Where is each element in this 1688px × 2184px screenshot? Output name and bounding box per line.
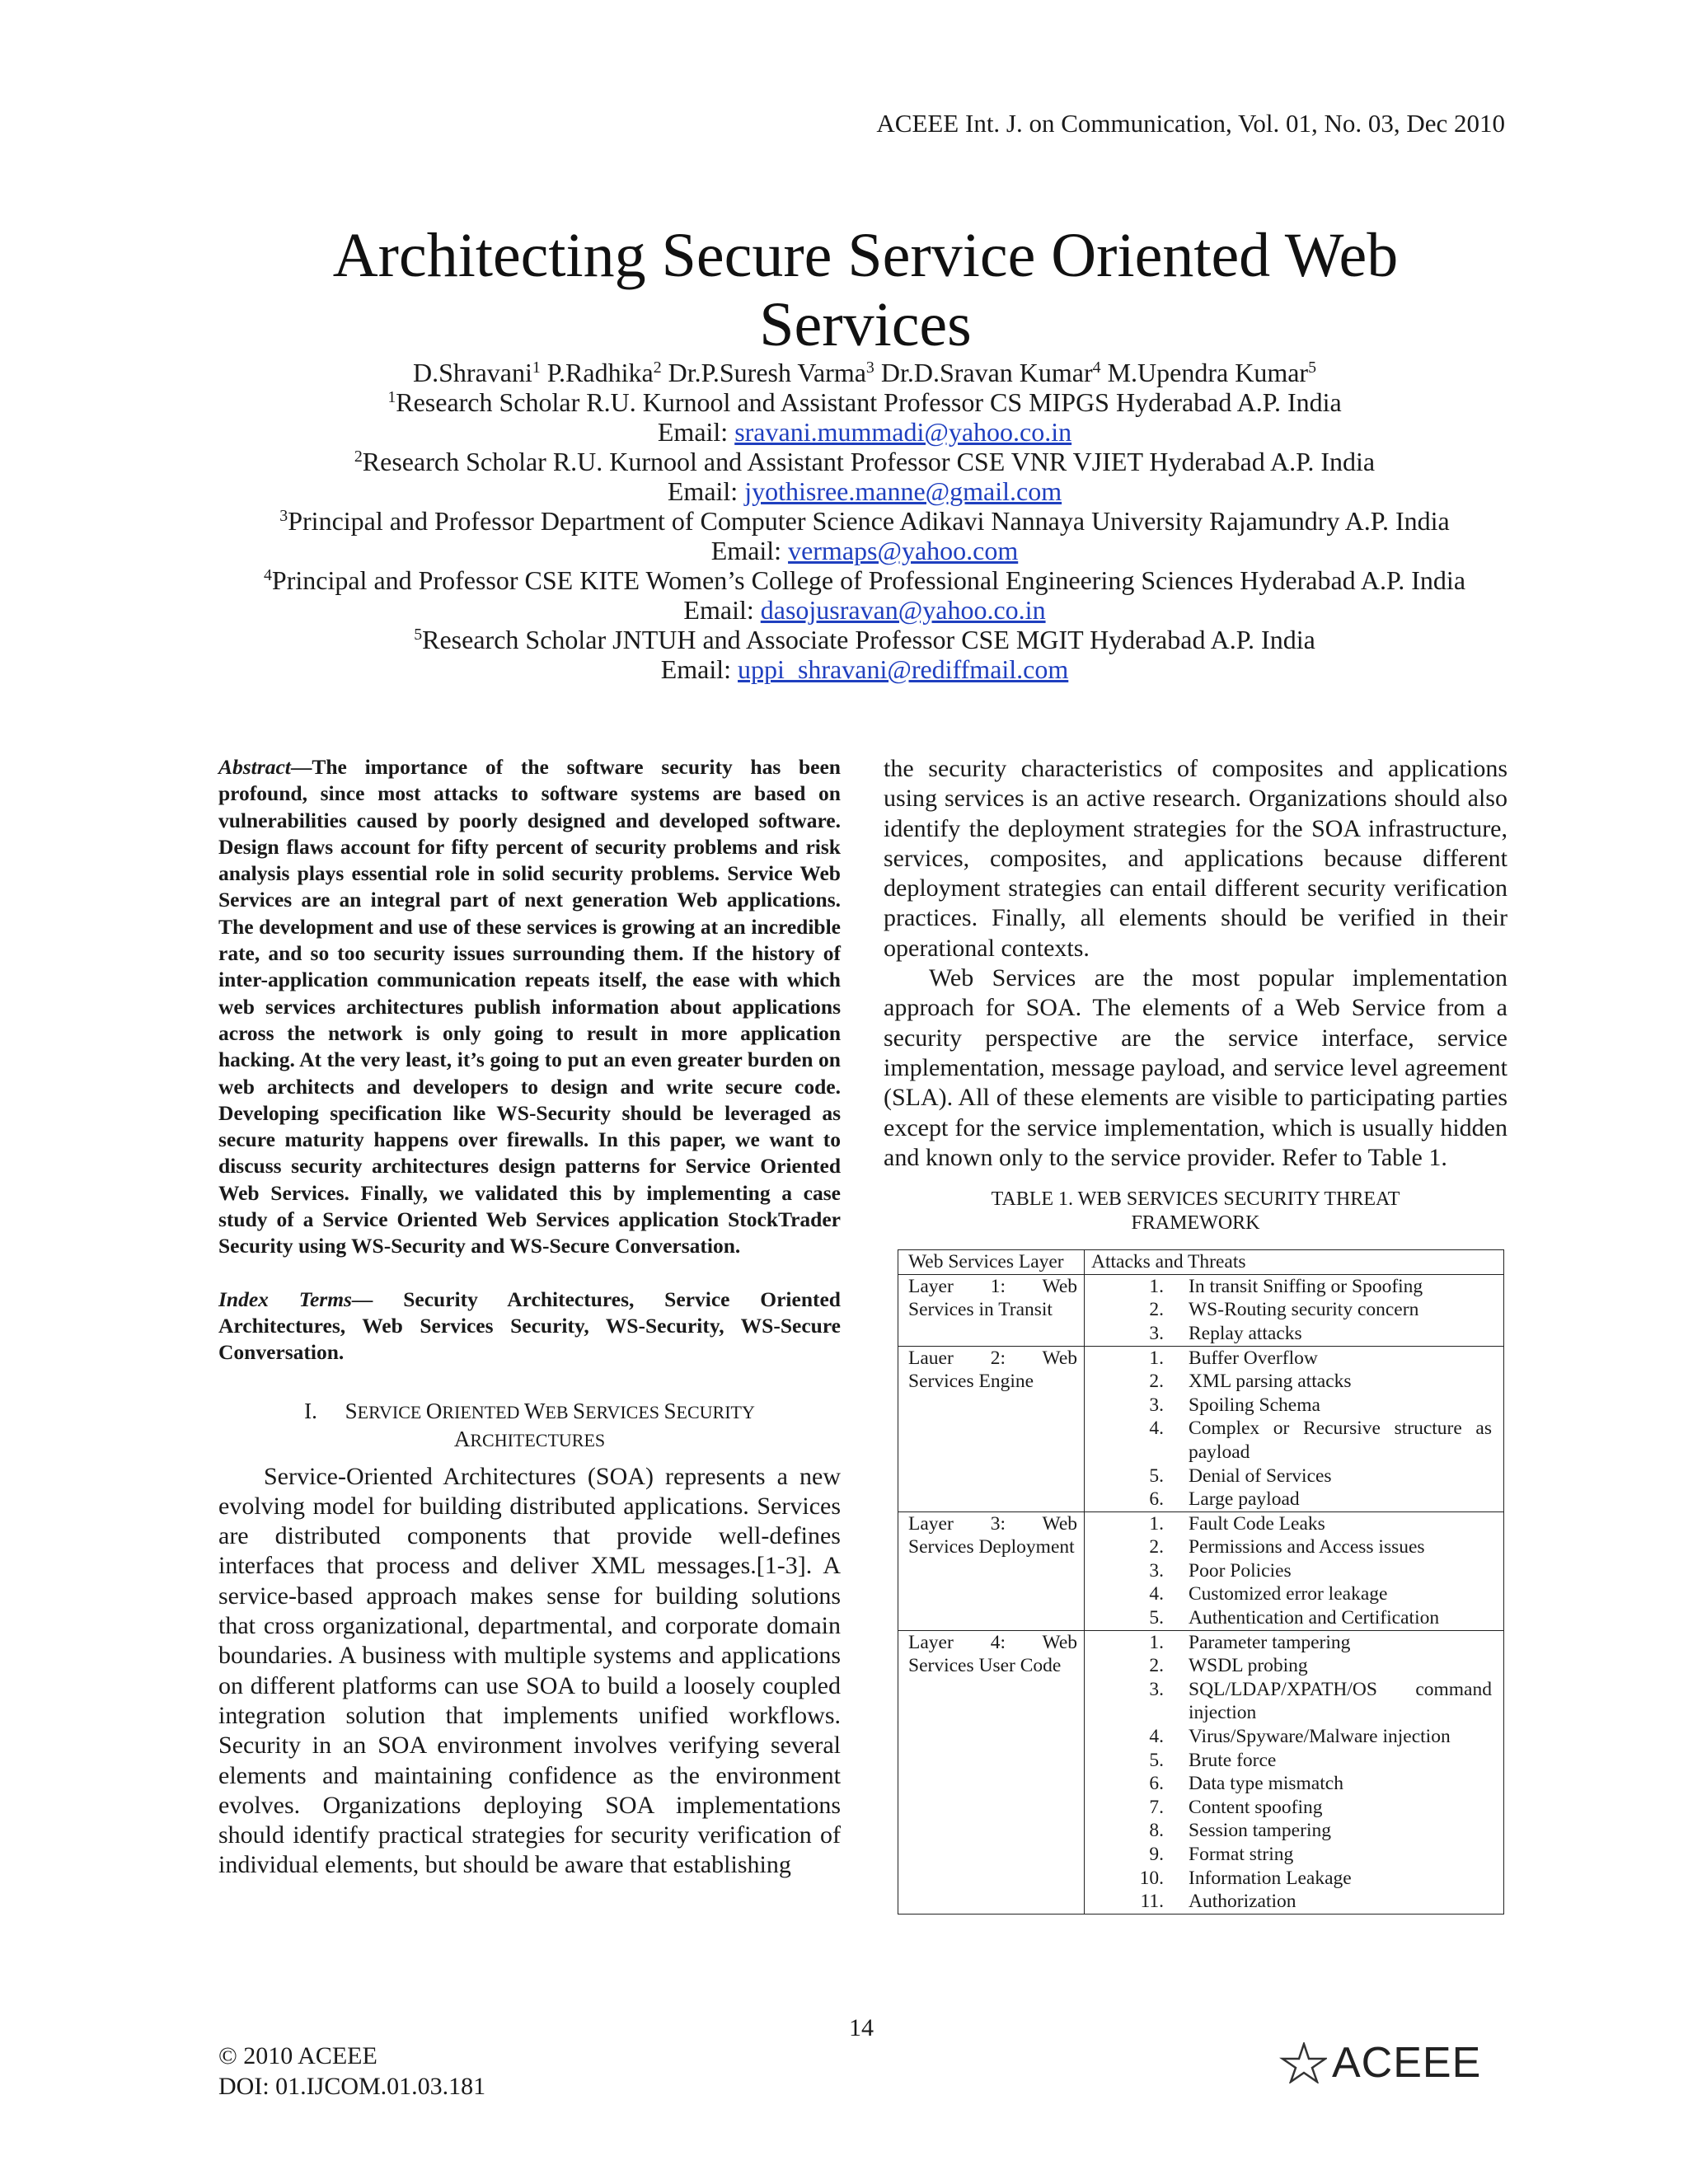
threat-number: 5.	[1149, 1465, 1164, 1487]
threat-number: 6.	[1149, 1773, 1164, 1795]
threat-text: Poor Policies	[1189, 1559, 1292, 1582]
threat-item	[1091, 1488, 1497, 1511]
affiliation-line	[102, 625, 1627, 654]
email-link[interactable]: dasojusravan@yahoo.co.in	[760, 595, 1046, 625]
threat-text: Parameter tampering	[1189, 1631, 1351, 1653]
table-row	[898, 1511, 1504, 1630]
threat-item	[1091, 1275, 1497, 1299]
threat-item	[1091, 1417, 1497, 1464]
threat-item	[1091, 1843, 1497, 1867]
abstract-text: The importance of the software security has been profound, since most attacks to software systems are based on vulnerabilities caused by poorly designed and developed software. Design flaws account for fifty percent of security problems and risk analysis plays essential role in solid security problems. Service Web Services are an integral part of next generation Web applications. The development and use of these services is growing at an incredible rate, and so too security issues surrounding them. If the history of inter-application communication repeats itself, the ease with which web services architectures publish information about applications across the network is only going to result in more application hacking. At the very least, it’s going to put an even greater burden on web architects and developers to design and write secure code. Developing specification like WS-Security should be leveraged as secure maturity happens over firewalls. In this paper, we want to discuss security architectures design patterns for Service Oriented Web Services. Finally, we validated this by implementing a case study of a Service Oriented Web Services application StockTrader Security using WS-Security and WS-Secure Conversation.	[218, 755, 841, 1258]
threat-text: Authentication and Certification	[1189, 1607, 1440, 1629]
section-title-line-1: SERVICE ORIENTED WEB SERVICES SECURITY	[345, 1398, 755, 1423]
threat-number: 7.	[1149, 1796, 1164, 1818]
threat-text: Customized error leakage	[1189, 1583, 1388, 1605]
right-column	[884, 754, 1507, 1915]
email-label: Email:	[657, 417, 735, 447]
threat-text: Large payload	[1189, 1488, 1300, 1511]
author-sup: 2	[653, 359, 662, 377]
threat-text: Virus/Spyware/Malware injection	[1189, 1726, 1451, 1748]
table-header-row	[898, 1250, 1504, 1275]
threat-item	[1091, 1512, 1497, 1536]
index-terms	[218, 1286, 841, 1366]
header-layer-cell: Web Services Layer	[898, 1250, 1085, 1275]
section-title-line-2: ARCHITECTURES	[453, 1426, 606, 1451]
affiliation-text: Principal and Professor Department of Computer Science Adikavi Nannaya University Rajamundry A.P. India	[288, 506, 1450, 536]
abstract	[218, 754, 841, 1260]
affiliation-sup: 2	[354, 448, 363, 466]
threat-text: Authorization	[1189, 1891, 1296, 1913]
email-label: Email:	[667, 476, 745, 506]
table-caption	[884, 1188, 1507, 1235]
threat-number: 9.	[1149, 1844, 1164, 1865]
threat-text: SQL/LDAP/XPATH/OS command injection	[1189, 1678, 1492, 1724]
threat-number: 3.	[1149, 1394, 1164, 1416]
threat-item	[1091, 1890, 1497, 1914]
email-line	[102, 417, 1627, 447]
layer-cell: Layer 3: Web Services Deployment	[898, 1511, 1085, 1630]
threat-item	[1091, 1370, 1497, 1394]
threat-text: Format string	[1189, 1844, 1294, 1865]
threat-item	[1091, 1322, 1497, 1346]
threat-item	[1091, 1394, 1497, 1418]
abstract-dash: —	[290, 755, 312, 779]
email-link[interactable]: uppi_shravani@rediffmail.com	[738, 654, 1069, 684]
affiliation-sup: 4	[263, 566, 272, 585]
threat-number: 2.	[1149, 1655, 1164, 1677]
threat-text: Content spoofing	[1189, 1796, 1323, 1818]
index-terms-dash: —	[351, 1286, 373, 1311]
email-link[interactable]: sravani.mummadi@yahoo.co.in	[734, 417, 1072, 447]
email-line	[102, 476, 1627, 506]
table-caption-line-2: FRAMEWORK	[1131, 1212, 1260, 1234]
threat-number: 3.	[1149, 1559, 1164, 1582]
affiliation-text: Principal and Professor CSE KITE Women’s College of Professional Engineering Sciences Hyderabad A.P. India	[271, 565, 1466, 595]
email-link[interactable]: jyothisree.manne@gmail.com	[744, 476, 1062, 506]
aceee-logo	[1279, 2036, 1493, 2090]
threat-text: Data type mismatch	[1189, 1773, 1343, 1795]
logo-wordmark: ACEEE	[1332, 2039, 1482, 2087]
email-label: Email:	[710, 536, 789, 565]
threat-item	[1091, 1678, 1497, 1725]
paragraph-continued: the security characteristics of composites and applications using services is an active research. Organizations should also identify the deployment strategies for the SOA infrastructure, services, composites, and applications because different deployment strategies can entail different security verification practices. Finally, all elements should be verified in their operational contexts.	[884, 755, 1507, 962]
threat-list-cell	[1085, 1630, 1504, 1914]
threat-text: Session tampering	[1189, 1820, 1331, 1842]
threat-item	[1091, 1796, 1497, 1820]
section-heading	[218, 1398, 841, 1454]
threat-number: 5.	[1149, 1749, 1164, 1771]
star-icon	[1279, 2042, 1327, 2083]
affiliation-text: Research Scholar JNTUH and Associate Professor CSE MGIT Hyderabad A.P. India	[422, 625, 1315, 654]
author-sup: 3	[865, 359, 874, 377]
threat-text: In transit Sniffing or Spoofing	[1189, 1275, 1423, 1297]
threat-number: 4.	[1149, 1726, 1164, 1748]
copyright-text: © 2010 ACEEE	[218, 2042, 377, 2069]
threat-text: Replay attacks	[1189, 1322, 1302, 1344]
threat-number: 2.	[1149, 1371, 1164, 1393]
threat-item	[1091, 1654, 1497, 1678]
layer-cell: Layer 4: Web Services User Code	[898, 1630, 1085, 1914]
affiliation-line	[102, 565, 1627, 595]
table-row	[898, 1274, 1504, 1346]
email-label: Email:	[660, 654, 738, 684]
author-list	[102, 358, 1627, 387]
affiliation-line	[102, 447, 1627, 476]
author-name: Dr.P.Suresh Varma	[668, 358, 866, 387]
index-terms-text: Security Architectures, Service Oriented Architectures, Web Services Security, WS-Security, WS-Secure Conversation.	[218, 1286, 841, 1365]
threat-number: 1.	[1149, 1275, 1164, 1297]
threat-item	[1091, 1347, 1497, 1371]
author-sup: 4	[1092, 359, 1101, 377]
threat-text: Fault Code Leaks	[1189, 1512, 1325, 1535]
index-terms-label: Index Terms	[218, 1286, 352, 1311]
threat-table	[898, 1249, 1504, 1915]
author-sup: 1	[532, 359, 541, 377]
threat-item	[1091, 1606, 1497, 1630]
email-label: Email:	[683, 595, 761, 625]
section-paragraph: Service-Oriented Architectures (SOA) represents a new evolving model for building distributed applications. Services are distributed components that provide well-defines interfaces that process and deliver XML messages.[1-3]. A service-based approach makes sense for building solutions that cross organizational, departmental, and corporate domain boundaries. A business with multiple systems and applications on different platforms can use SOA to build a loosely coupled integration solution that implements unified workflows. Security in an SOA environment involves verifying several elements and maintaining confidence as the environment evolves. Organizations deploying SOA implementations should identify practical strategies for security verification of individual elements, but should be aware that establishing	[218, 1462, 841, 1879]
author-block	[102, 358, 1627, 684]
threat-item	[1091, 1298, 1497, 1322]
table-row	[898, 1630, 1504, 1914]
layer-cell: Layer 1: Web Services in Transit	[898, 1274, 1085, 1346]
threat-item	[1091, 1819, 1497, 1843]
threat-item	[1091, 1535, 1497, 1559]
affiliation-line	[102, 506, 1627, 536]
author-name: D.Shravani	[413, 358, 532, 387]
threat-number: 4.	[1149, 1418, 1164, 1440]
paper-title: Architecting Secure Service Oriented Web Services	[332, 221, 1399, 359]
author-name: Dr.D.Sravan Kumar	[880, 358, 1093, 387]
threat-item	[1091, 1749, 1497, 1773]
abstract-label: Abstract	[218, 755, 291, 779]
threat-number: 6.	[1149, 1488, 1164, 1511]
threat-number: 8.	[1149, 1820, 1164, 1842]
author-sup: 5	[1308, 359, 1316, 377]
threat-list-cell	[1085, 1346, 1504, 1511]
paragraph-web-services: Web Services are the most popular implementation approach for SOA. The elements of a Web Service from a security perspective are the service interface, service implementation, message payload, and service level agreement (SLA). All of these elements are visible to participating parties except for the service implementation, which is usually hidden and known only to the service provider. Refer to Table 1.	[884, 964, 1507, 1171]
affiliation-sup: 1	[387, 388, 396, 407]
author-name: M.Upendra Kumar	[1107, 358, 1309, 387]
threat-item	[1091, 1582, 1497, 1606]
threat-text: WSDL probing	[1189, 1655, 1308, 1677]
threat-number: 2.	[1149, 1299, 1164, 1321]
table-row	[898, 1346, 1504, 1511]
email-line	[102, 536, 1627, 565]
threat-number: 3.	[1149, 1678, 1164, 1700]
affiliation-text: Research Scholar R.U. Kurnool and Assistant Professor CS MIPGS Hyderabad A.P. India	[396, 387, 1342, 417]
footer-copyright	[218, 2041, 485, 2102]
threat-number: 5.	[1149, 1607, 1164, 1629]
threat-number: 10.	[1139, 1867, 1164, 1889]
left-column	[218, 754, 841, 1881]
threat-text: WS-Routing security concern	[1189, 1299, 1419, 1321]
threat-text: XML parsing attacks	[1189, 1371, 1352, 1393]
affiliation-sup: 3	[279, 507, 288, 526]
threat-number: 1.	[1149, 1512, 1164, 1535]
threat-item	[1091, 1772, 1497, 1796]
section-number: I.	[304, 1398, 317, 1423]
threat-number: 3.	[1149, 1322, 1164, 1344]
threat-number: 1.	[1149, 1347, 1164, 1369]
header-attacks-cell: Attacks and Threats	[1085, 1250, 1504, 1275]
threat-text: Spoiling Schema	[1189, 1394, 1320, 1416]
threat-text: Permissions and Access issues	[1189, 1536, 1425, 1558]
doi-text: DOI: 01.IJCOM.01.03.181	[218, 2073, 486, 2100]
threat-text: Complex or Recursive structure as payload	[1189, 1418, 1492, 1463]
affiliation-list	[102, 387, 1627, 684]
threat-text: Brute force	[1189, 1749, 1277, 1771]
threat-text: Denial of Services	[1189, 1465, 1332, 1487]
threat-item	[1091, 1631, 1497, 1655]
table-caption-line-1: TABLE 1. WEB SERVICES SECURITY THREAT	[991, 1188, 1400, 1211]
email-line	[102, 595, 1627, 625]
page-number: 14	[849, 2014, 874, 2041]
layer-cell: Lauer 2: Web Services Engine	[898, 1346, 1085, 1511]
threat-number: 2.	[1149, 1536, 1164, 1558]
threat-item	[1091, 1867, 1497, 1891]
threat-list-cell	[1085, 1511, 1504, 1630]
affiliation-text: Research Scholar R.U. Kurnool and Assistant Professor CSE VNR VJIET Hyderabad A.P. India	[362, 447, 1376, 476]
threat-number: 1.	[1149, 1631, 1164, 1653]
author-name: P.Radhika	[546, 358, 654, 387]
threat-item	[1091, 1725, 1497, 1749]
threat-number: 4.	[1149, 1583, 1164, 1605]
journal-header: ACEEE Int. J. on Communication, Vol. 01, No. 03, Dec 2010	[876, 109, 1505, 138]
affiliation-line	[102, 387, 1627, 417]
threat-list-cell	[1085, 1274, 1504, 1346]
email-link[interactable]: vermaps@yahoo.com	[788, 536, 1019, 565]
threat-number: 11.	[1140, 1891, 1164, 1913]
threat-item	[1091, 1559, 1497, 1583]
threat-text: Information Leakage	[1189, 1867, 1352, 1889]
threat-item	[1091, 1465, 1497, 1488]
affiliation-sup: 5	[414, 626, 423, 644]
threat-text: Buffer Overflow	[1189, 1347, 1318, 1369]
email-line	[102, 654, 1627, 684]
